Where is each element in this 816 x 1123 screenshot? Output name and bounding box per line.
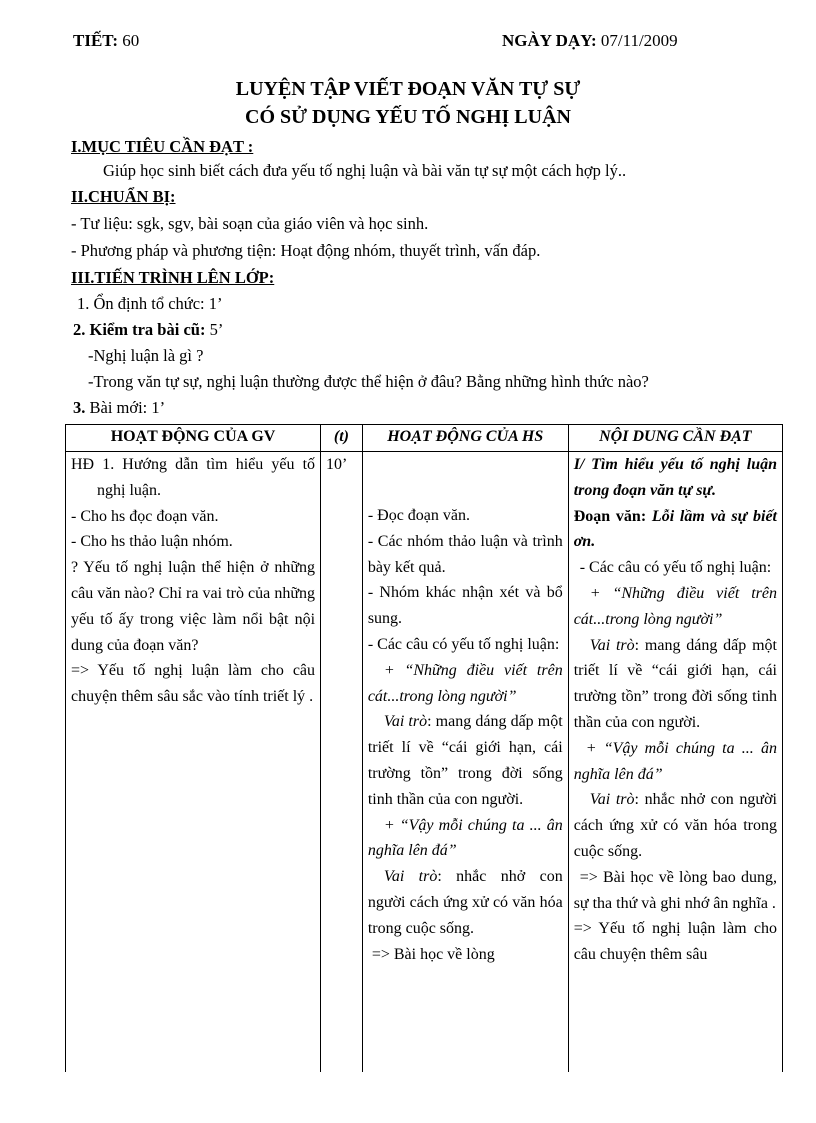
- review-question-1: -Nghị luận là gì ?: [88, 346, 204, 365]
- table-header-row: [66, 425, 783, 452]
- hs-line-8: [368, 864, 563, 941]
- hs-role-label: Vai trò: [383, 713, 428, 731]
- hs-line-3: - Nhóm khác nhận xét và bổ sung.: [367, 584, 563, 628]
- hs-line-9: => Bài học về lòng: [371, 945, 495, 963]
- nd-role-label: Vai trò: [589, 636, 635, 654]
- gv-line-5: => Yếu tố nghị luận làm cho câu chuyện thêm sâu sắc vào tính triết lý .: [71, 662, 316, 706]
- prep-item-2: - Phương pháp và phương tiện: Hoạt động nhóm, thuyết trình, vấn đáp.: [71, 241, 541, 260]
- prep-item-1: - Tư liệu: sgk, sgv, bài soạn của giáo viên và học sinh.: [71, 214, 429, 233]
- content-cell: [568, 452, 782, 1073]
- nd-line-4: + “Những điều viết trên cát...trong lòng người”: [573, 584, 777, 628]
- gv-line-4: ? Yếu tố nghị luận thể hiện ở những câu văn nào? Chỉ ra vai trò của những yếu tố ấy trong việc làm nổi bật nội dung của đoạn văn?: [71, 559, 316, 654]
- header-time: (t): [321, 425, 363, 452]
- hs-role-text: : mang dáng dấp một triết lí về “cái giới hạn, cái trường tồn” trong đời sống tinh thần của con người.: [367, 713, 563, 808]
- gv-line-2: - Cho hs đọc đoạn văn.: [71, 507, 219, 525]
- title-line-2: CÓ SỬ DỤNG YẾU TỐ NGHỊ LUẬN: [245, 106, 571, 128]
- review-question-2: -Trong văn tự sự, nghị luận thường được thể hiện ở đâu? Bằng những hình thức nào?: [88, 372, 649, 391]
- hs-role-label-2: Vai trò: [383, 868, 438, 886]
- date-label: NGÀY DẠY:: [502, 31, 597, 50]
- nd-passage-title: Lỗi lầm và sự biết ơn.: [573, 507, 777, 551]
- teacher-activity-cell: [66, 452, 321, 1073]
- section-2-heading: II.CHUẨN BỊ:: [71, 187, 176, 206]
- hs-line-5: + “Những điều viết trên cát...trong lòng người”: [367, 661, 563, 705]
- nd-line-9: => Yếu tố nghị luận làm cho câu chuyện thêm sâu: [573, 920, 777, 964]
- nd-line-5: [574, 633, 777, 736]
- nd-line-1: I/ Tìm hiểu yếu tố nghị luận trong đoạn văn tự sự.: [573, 456, 777, 499]
- gv-line-3: - Cho hs thảo luận nhóm.: [71, 533, 233, 551]
- teaching-date: [502, 31, 678, 51]
- student-activity-cell: [362, 452, 568, 1073]
- header-content: NỘI DUNG CẦN ĐẠT: [568, 425, 782, 452]
- date-value: 07/11/2009: [600, 31, 678, 50]
- hs-line-1: - Đọc đoạn văn.: [367, 507, 470, 524]
- hs-line-6: [368, 709, 563, 812]
- hs-line-7: + “Vậy mỗi chúng ta ... ân nghĩa lên đá”: [367, 816, 563, 860]
- hs-line-4: - Các câu có yếu tố nghị luận:: [367, 635, 560, 653]
- step-1: 1. Ổn định tổ chức: 1’: [77, 294, 223, 313]
- section-3-heading: III.TIẾN TRÌNH LÊN LỚP:: [71, 268, 275, 287]
- hs-line-2: - Các nhóm thảo luận và trình bày kết quả.: [367, 532, 563, 576]
- time-cell: [321, 452, 363, 1073]
- nd-line-8: => Bài học về lòng bao dung, sự tha thứ và ghi nhớ ân nghĩa .: [573, 868, 777, 912]
- nd-passage-label: Đoạn văn:: [573, 507, 652, 525]
- time-value: 10’: [326, 456, 348, 473]
- gv-line-1: HĐ 1. Hướng dẫn tìm hiểu yếu tố nghị luận.: [71, 456, 316, 499]
- step-3: [73, 398, 165, 418]
- step-2-label: 2. Kiểm tra bài cũ:: [73, 320, 206, 339]
- nd-role-text-2: : nhắc nhở con người cách ứng xử có văn hóa trong cuộc sống.: [573, 791, 777, 860]
- header-student-activity: HOẠT ĐỘNG CỦA HS: [362, 425, 568, 452]
- lesson-label: TIẾT:: [73, 31, 119, 50]
- section-1-heading: I.MỤC TIÊU CẦN ĐẠT :: [71, 137, 254, 156]
- nd-line-2: [574, 504, 777, 556]
- lesson-plan-table: [65, 424, 783, 1072]
- step-3-label: 3.: [73, 398, 86, 417]
- nd-line-3: - Các câu có yếu tố nghị luận:: [579, 559, 772, 577]
- title-line-1: LUYỆN TẬP VIẾT ĐOẠN VĂN TỰ SỰ: [235, 78, 581, 100]
- lesson-value: 60: [122, 31, 140, 50]
- step-2: [73, 320, 223, 340]
- table-row: [66, 452, 783, 1073]
- lesson-number: [73, 31, 139, 51]
- step-3-text: Bài mới: 1’: [85, 398, 166, 417]
- nd-role-text: : mang dáng dấp một triết lí về “cái giới hạn, cái trường tồn” trong đời sống tinh thần của con người.: [573, 636, 777, 731]
- section-1-text: Giúp học sinh biết cách đưa yếu tố nghị luận và bài văn tự sự một cách hợp lý..: [103, 161, 627, 180]
- hs-role-text-2: : nhắc nhở con người cách ứng xử có văn hóa trong cuộc sống.: [367, 868, 563, 937]
- nd-line-6: + “Vậy mỗi chúng ta ... ân nghĩa lên đá”: [573, 739, 777, 783]
- step-2-time: 5’: [205, 320, 224, 339]
- nd-line-7: [574, 787, 777, 864]
- header-teacher-activity: HOẠT ĐỘNG CỦA GV: [66, 425, 321, 452]
- nd-role-label-2: Vai trò: [589, 791, 635, 809]
